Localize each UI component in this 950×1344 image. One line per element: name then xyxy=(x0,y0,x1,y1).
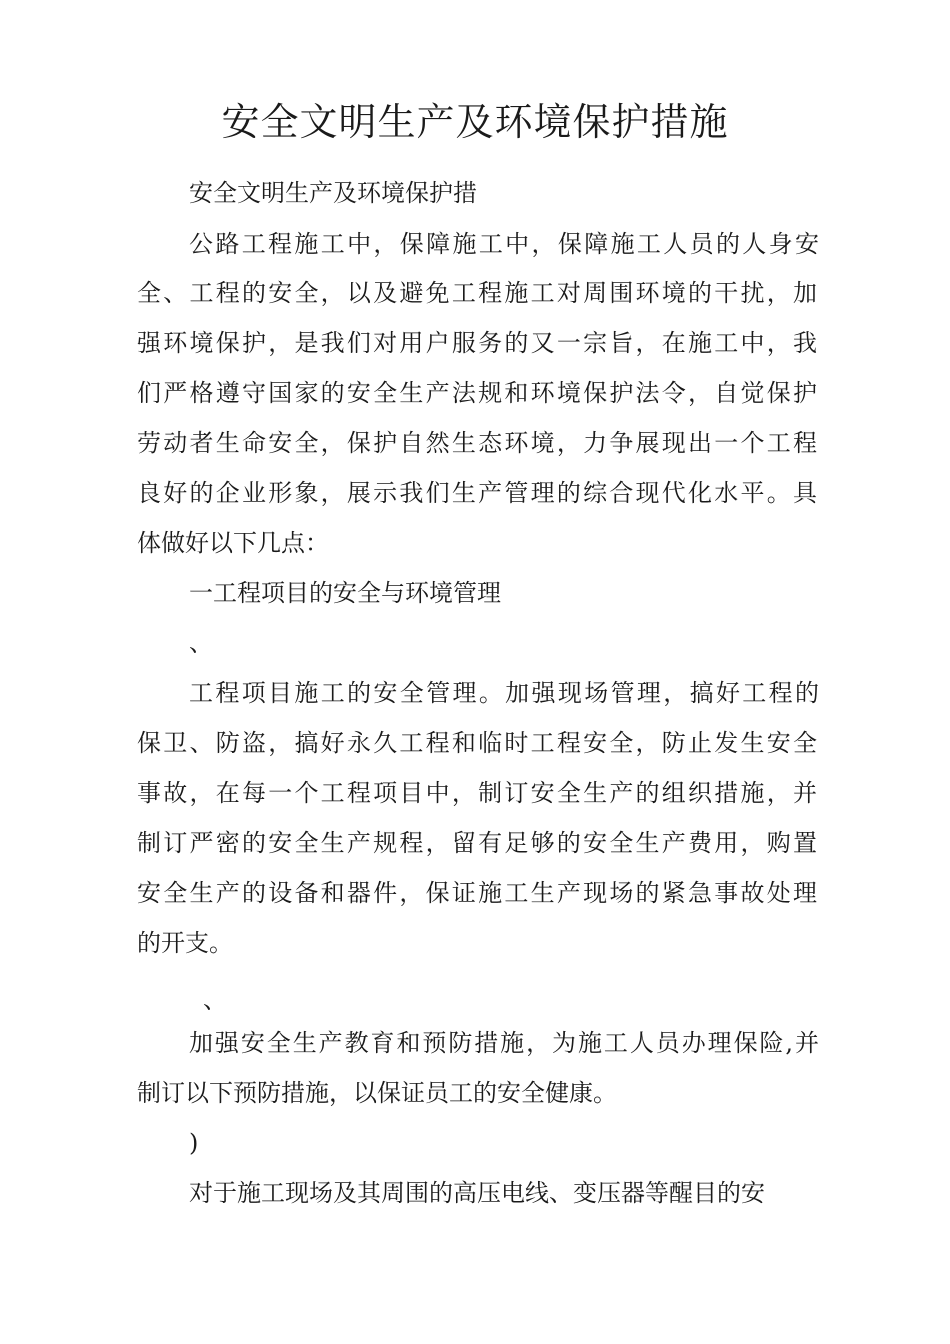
paragraph-1-line-6: 良好的企业形象，展示我们生产管理的综合现代化水平。具 xyxy=(137,479,817,507)
paragraph-3-line-2: 制订以下预防措施，以保证员工的安全健康。 xyxy=(137,1079,617,1107)
paragraph-1-line-3: 强环境保护，是我们对用户服务的又一宗旨，在施工中，我 xyxy=(137,329,817,357)
paragraph-1-line-5: 劳动者生命安全，保护自然生态环境，力争展现出一个工程 xyxy=(137,429,817,457)
enumeration-mark-1: 、 xyxy=(189,629,213,657)
document-title: 安全文明生产及环境保护措施 xyxy=(221,100,729,144)
paragraph-1-line-7: 体做好以下几点： xyxy=(137,529,329,557)
paragraph-1-line-2: 全、工程的安全，以及避免工程施工对周围环境的干扰，加 xyxy=(137,279,817,307)
paragraph-1-line-4: 们严格遵守国家的安全生产法规和环境保护法令，自觉保护 xyxy=(137,379,817,407)
paragraph-2-line-6: 的开支。 xyxy=(137,929,233,957)
section-heading-1: 一工程项目的安全与环境管理 xyxy=(189,579,501,607)
enumeration-mark-3: ) xyxy=(189,1129,199,1157)
paragraph-2-line-1: 工程项目施工的安全管理。加强现场管理，搞好工程的 xyxy=(189,679,819,707)
paragraph-4-line-1: 对于施工现场及其周围的高压电线、变压器等醒目的安 xyxy=(189,1179,765,1207)
paragraph-1-line-1: 公路工程施工中，保障施工中，保障施工人员的人身安 xyxy=(189,230,819,258)
paragraph-2-line-2: 保卫、防盗，搞好永久工程和临时工程安全，防止发生安全 xyxy=(137,729,817,757)
enumeration-mark-2: 、 xyxy=(203,986,227,1014)
paragraph-3-line-1: 加强安全生产教育和预防措施，为施工人员办理保险,并 xyxy=(189,1029,819,1057)
paragraph-2-line-4: 制订严密的安全生产规程，留有足够的安全生产费用，购置 xyxy=(137,829,817,857)
paragraph-2-line-3: 事故，在每一个工程项目中，制订安全生产的组织措施，并 xyxy=(137,779,817,807)
document-subtitle: 安全文明生产及环境保护措 xyxy=(189,179,477,207)
paragraph-2-line-5: 安全生产的设备和器件，保证施工生产现场的紧急事故处理 xyxy=(137,879,817,907)
